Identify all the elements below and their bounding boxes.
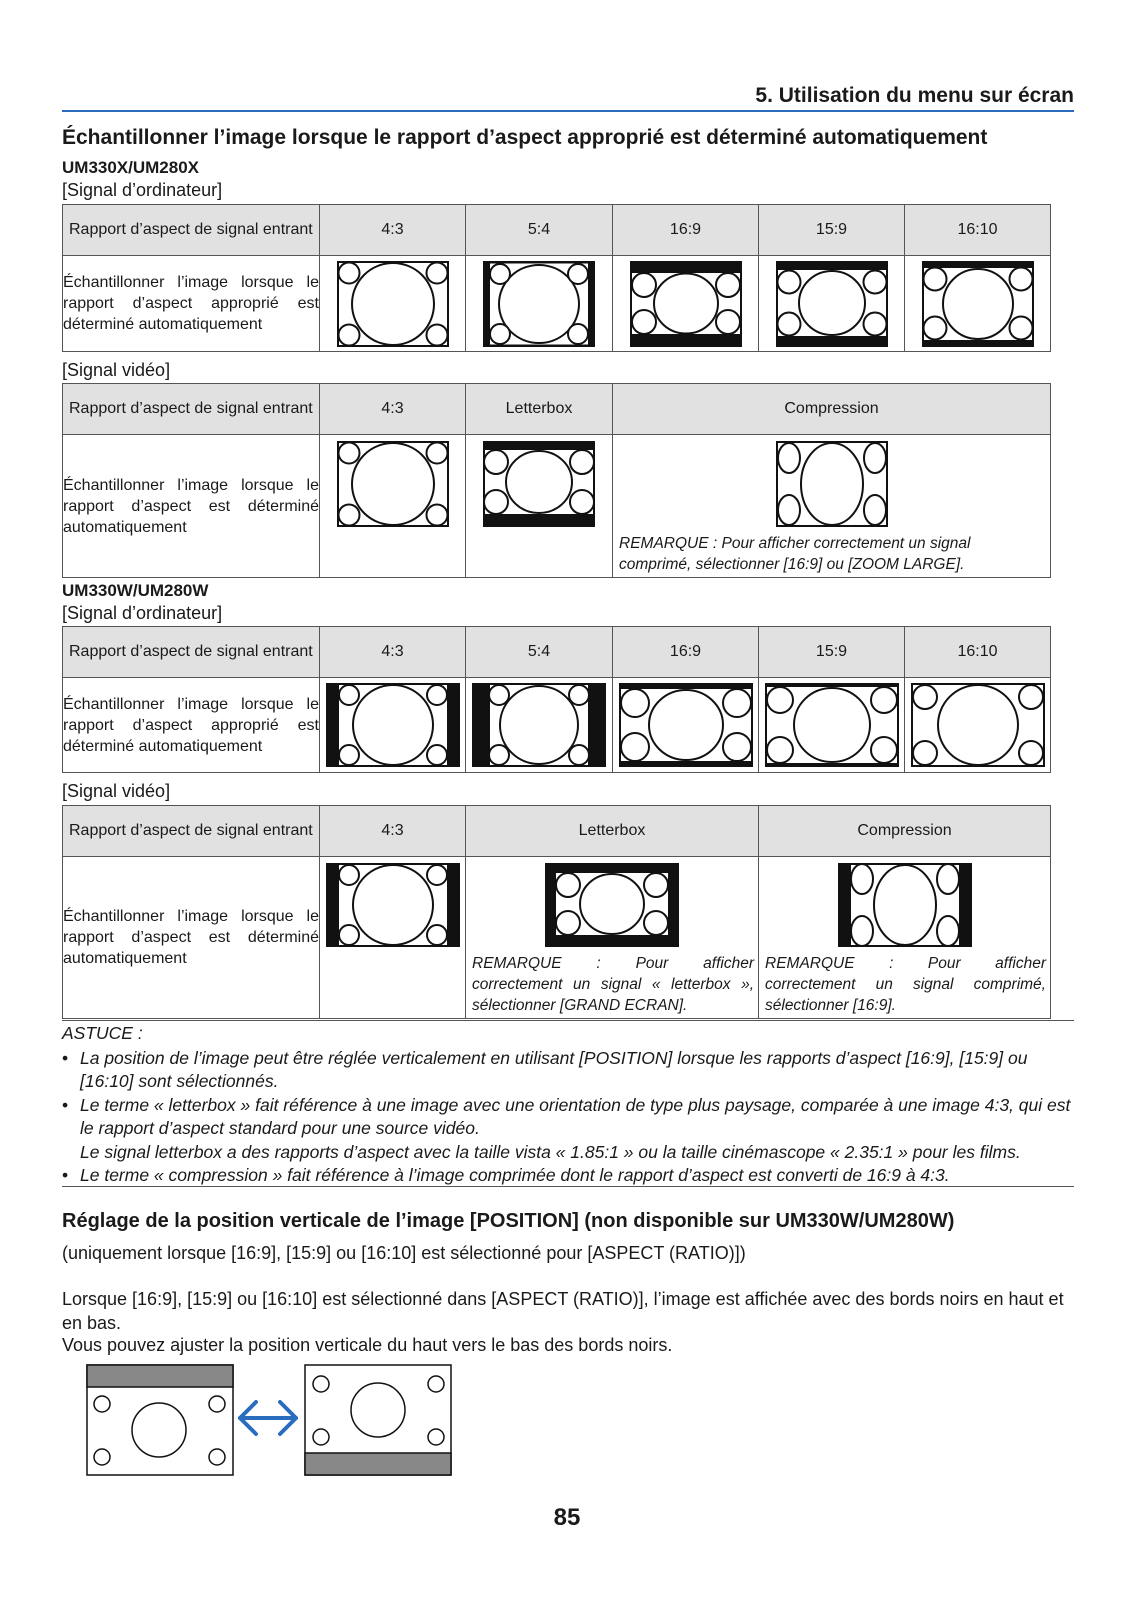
position-paragraph-2: Vous pouvez ajuster la position verticale du haut vers le bas des bords noirs. [62,1335,673,1355]
chapter-rule [62,110,1074,112]
x-computer-table [62,204,1051,352]
x-comp-sample-label: Échantillonner l’image lorsque le rapport d’aspect approprié est déterminé automatiquement [63,256,320,352]
x-comp-15-9-diagram [776,261,888,347]
position-left-screen [87,1365,233,1475]
x-video-heading: [Signal vidéo] [62,360,171,380]
w-comp-col-4-3: 4:3 [320,627,466,678]
w-comp-col-16-10: 16:10 [905,627,1051,678]
position-paragraph-1: Lorsque [16:9], [15:9] ou [16:10] est sélectionné dans [ASPECT (RATIO)], l’image est affichée avec des bords noirs en haut et en bas. [62,1289,1064,1333]
tips-item [62,1047,1074,1094]
position-right-screen [305,1365,451,1475]
w-comp-5-4-diagram [472,683,606,767]
position-diagram [86,1364,456,1478]
x-computer-heading: [Signal d’ordinateur] [62,180,223,200]
double-arrow-icon [240,1402,296,1434]
w-video-col-letterbox: Letterbox [466,806,759,857]
tips-item-text: La position de l’image peut être réglée verticalement en utilisant [POSITION] lorsque les rapports d’aspect [16:9], [15:9] ou [16:10] sont sélectionnés. [80,1047,1028,1091]
x-comp-col-16-10: 16:10 [905,205,1051,256]
tips-item [62,1164,1074,1188]
tips-top-rule [62,1020,1074,1021]
model-w-heading: UM330W/UM280W [62,581,209,600]
x-comp-col-15-9: 15:9 [759,205,905,256]
x-comp-col-4-3: 4:3 [320,205,466,256]
w-comp-sample-label: Échantillonner l’image lorsque le rapport d’aspect approprié est déterminé automatiquement [63,678,320,773]
section-title: Échantillonner l’image lorsque le rapport d’aspect approprié est déterminé automatiquement [62,126,988,149]
x-video-table [62,383,1051,578]
w-comp-col-16-9: 16:9 [613,627,759,678]
tips-bullet: • [62,1165,69,1185]
w-video-compression-diagram [838,863,972,947]
x-video-letterbox-diagram [483,441,595,527]
w-comp-16-10-diagram [911,683,1045,767]
tips-bottom-rule [62,1186,1074,1187]
w-comp-16-9-diagram [619,683,753,767]
tips-bullet: • [62,1047,69,1068]
w-video-input-label: Rapport d’aspect de signal entrant [63,806,320,857]
w-comp-15-9-diagram [765,683,899,767]
x-comp-16-9-diagram [630,261,742,347]
x-comp-16-10-diagram [922,261,1034,347]
w-video-4-3-diagram [326,863,460,947]
page-number: 85 [553,1504,581,1531]
position-subtitle: (uniquement lorsque [16:9], [15:9] ou [16:10] est sélectionné pour [ASPECT (RATIO)]) [62,1243,746,1263]
tips-bullet: • [62,1094,69,1115]
w-video-col-compression: Compression [759,806,1051,857]
x-comp-5-4-diagram [483,261,595,347]
w-video-letterbox-diagram [545,863,679,947]
chapter-title: 5. Utilisation du menu sur écran [755,84,1074,107]
x-comp-col-5-4: 5:4 [466,205,613,256]
w-video-table [62,805,1051,1019]
x-video-input-label: Rapport d’aspect de signal entrant [63,384,320,435]
tips-box [62,1022,1074,1188]
tips-item [62,1094,1074,1165]
x-video-sample-label: Échantillonner l’image lorsque le rapport d’aspect est déterminé automatiquement [63,435,320,578]
x-comp-input-label: Rapport d’aspect de signal entrant [63,205,320,256]
model-x-heading: UM330X/UM280X [62,158,200,177]
tips-item-text: Le terme « letterbox » fait référence à une image avec une orientation de type plus paysage, comparée à une image 4:3, qui est le rapport d’aspect standard pour une source vidéo. [80,1094,1071,1138]
tips-item-text: Le terme « compression » fait référence à l’image comprimée dont le rapport d’aspect est converti de 16:9 à 4:3. [80,1165,950,1185]
w-comp-col-15-9: 15:9 [759,627,905,678]
w-computer-heading: [Signal d’ordinateur] [62,603,223,623]
tips-item-extra: Le signal letterbox a des rapports d’aspect avec la taille vista « 1.85:1 » ou la taille cinémascope « 2.35:1 » pour les films. [80,1141,1021,1162]
w-comp-4-3-diagram [326,683,460,767]
w-compression-note: REMARQUE : Pour afficher correctement un signal comprimé, sélectionner [16:9]. [765,955,1046,1014]
w-video-col-4-3: 4:3 [320,806,466,857]
x-video-col-4-3: 4:3 [320,384,466,435]
x-compression-note: REMARQUE : Pour afficher correctement un signal comprimé, sélectionner [16:9] ou [ZOOM LARGE]. [619,535,971,573]
position-section-title: Réglage de la position verticale de l’image [POSITION] (non disponible sur UM330W/UM280W) [62,1210,955,1232]
x-video-col-compression: Compression [613,384,1051,435]
tips-label: ASTUCE : [62,1023,143,1043]
x-video-col-letterbox: Letterbox [466,384,613,435]
w-computer-table [62,626,1051,773]
x-comp-col-16-9: 16:9 [613,205,759,256]
w-letterbox-note: REMARQUE : Pour afficher correctement un signal « letterbox », sélectionner [GRAND ECRAN]. [472,955,754,1014]
w-comp-col-5-4: 5:4 [466,627,613,678]
w-video-sample-label: Échantillonner l’image lorsque le rapport d’aspect est déterminé automatiquement [63,857,320,1019]
x-comp-4-3-diagram [337,261,449,347]
w-video-heading: [Signal vidéo] [62,781,171,801]
w-comp-input-label: Rapport d’aspect de signal entrant [63,627,320,678]
x-video-4-3-diagram [337,441,449,527]
x-video-compression-diagram [776,441,888,527]
